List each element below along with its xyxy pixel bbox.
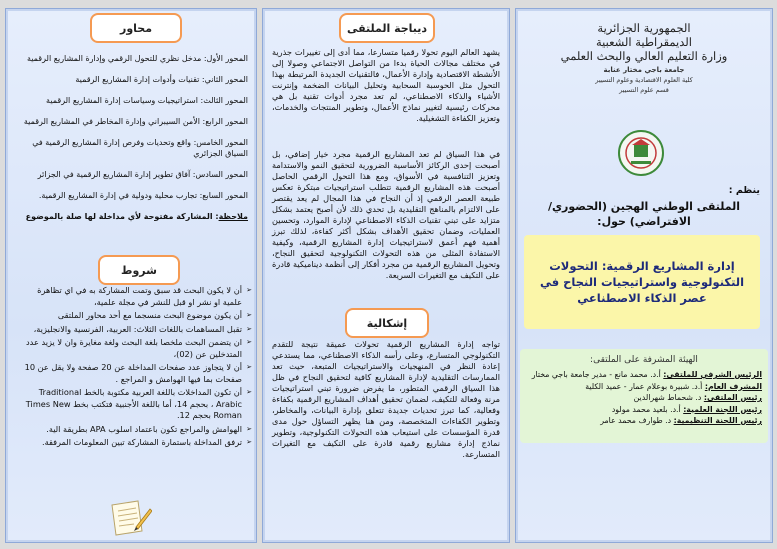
- conference-theme-box: [524, 235, 760, 329]
- conditions-list: [16, 285, 252, 451]
- organizes-label: ينظم :: [728, 185, 760, 196]
- university-name: جامعة باجي مختار عنابة: [603, 66, 685, 74]
- condition-item: ➢ أن لا يتجاوز عدد صفحات المداخلة عن 20 صفحة ولا يقل عن 10 صفحات بما فيها الهوامش و المراجع .: [16, 362, 252, 385]
- axes-header: [90, 13, 182, 43]
- supervising-committee: [520, 349, 768, 443]
- condition-item: ➢ ان يتضمن البحث ملخصا بلغة البحث ولغة مغايرة وان لا يزيد عدد المتدخلين عن (02)،: [16, 337, 252, 360]
- committee-member: رئيس اللجنة العلمية: أ.د. بلعيد محمد مولود: [611, 404, 762, 414]
- preamble-paragraph-2: في هذا السياق لم تعد المشاريع الرقمية مجرد خيار إضافي، بل أصبحت إحدى الركائز الأساسية الضرورية لتحقيق النمو والاستدامة وتعزيز التنافسية في الأسواق، ومع هذا التحول الرقمي الحاصل أصبحت هذه المشاريع الرقمية تتطلب استراتيجيات مبتكرة تعكس طبيعة العصر الرقمي إذ أن النجاح في هذا المجال لم يعد يقتصر على الالتزام بالمناهج التقليدية بل تحدي ذلك لأن أصبح يعتمد بشكل متزايد على تبني تقنيات الذكاء الاصطناعي لإدارة الموارد، وتحسين العمليات، وضمان تحقيق الأهداف بشكل أكثر كفاءة، لذلك تبرز أهمية فهم أعمق لاستراتيجيات إدارة المشاريع الرقمية، وكيفية الاستفادة المثلى من هذه التحولات التكنولوجية لتحقيق النجاح، وتحويل المشاريع الرقمية من مجرد أفكار إلى أنظمة ديناميكية قادرة على التكيف مع التغيرات السريعة.: [272, 149, 500, 280]
- conference-theme: إدارة المشاريع الرقمية: التحولات التكنولوجية واستراتيجيات النجاح في عصر الذكاء الاصطناعي: [539, 259, 745, 305]
- conference-title: الملتقى الوطني الهجين (الحضوري/الافتراضي) حول:: [547, 200, 741, 228]
- ministry-name: وزارة التعليم العالي والبحث العلمي: [560, 49, 728, 63]
- axis-item-7: المحور السابع: تجارب محلية ودولية في إدارة المشاريع الرقمية.: [38, 191, 248, 200]
- axes-list: [16, 53, 248, 222]
- condition-item: ➢ تقبل المساهمات باللغات الثلاث: العربية، الفرنسية والانجليزية،: [16, 324, 252, 336]
- note-label: ملاحظة: [218, 212, 248, 221]
- condition-item: ➢ أن لا يكون البحث قد سبق وتمت المشاركة به في اي تظاهرة علمية او نشر او قبل للنشر في مجلة علمية،: [16, 285, 252, 308]
- problem-header-label: إشكالية: [366, 316, 408, 330]
- committee-member: المشرف العام: أ.د. شبيرة بوعلام عمار - عميد الكلية: [585, 381, 762, 391]
- government-header: [516, 21, 772, 94]
- condition-item: ➢ الهوامش والمراجع تكون باعتماد اسلوب APA بطريقة الية.: [16, 424, 252, 436]
- faculty-name: كلية العلوم الاقتصادية وعلوم التسيير: [595, 76, 693, 84]
- preamble-header-label: ديباجة الملتقى: [346, 21, 428, 35]
- axes-conditions-panel: [5, 8, 257, 543]
- committee-member: رئيس الملتقى: د. شحماط شهرالدين: [633, 393, 762, 402]
- problem-paragraph: تواجه إدارة المشاريع الرقمية تحولات عميقة نتيجة للتقدم التكنولوجي المتسارع، وعلى رأسه الذكاء الاصطناعي، مما يستدعي إعادة النظر في المنهجيات والاستراتيجيات المتبعة، حيث تعد الممارسات التقليدية لإدارة المشاريع كافية لتحقيق النجاح في ظل هذا السياق الرقمي المتطور، ما يفرض ضرورة تبني استراتيجيات مرنة وفعالة للتكيف، لضمان تحقيق أهداف المشاريع الرقمية بكفاءة وفعالية، كما تبرز تحديات جديدة تتعلق بإدارة البيانات، والمخاطر، وتطوير الكفاءات المتخصصة، ومن هنا يظهر التساؤل حول مدى قدرة المؤسسات على استيعاب هذه التحولات التكنولوجية، وتطوير نماذج إدارة مشاريع رقمية قادرة على التكيف مع التغيرات المتسارعة.: [272, 339, 500, 459]
- problem-header: [345, 308, 429, 338]
- committee-title: الهيئة المشرفة على الملتقى:: [590, 355, 698, 365]
- axes-header-label: محاور: [119, 21, 153, 35]
- axis-item-2: المحور الثاني: تقنيات وأدوات إدارة المشاريع الرقمية: [75, 75, 248, 84]
- department-name: قسم علوم التسيير: [619, 86, 669, 94]
- preamble-paragraph-1: يشهد العالم اليوم تحولا رقميا متسارعا، مما أدى إلى تغييرات جذرية في مختلف مجالات الحياة بدءا من التواصل الاجتماعي وصولا إلى الأنشطة الاقتصادية وإدارة الأعمال، فالتقنيات الجديدة المرتبطة بهذا التحول مثل الحوسبة السحابية وتحليل البيانات الضخمة وإنترنت الأشياء والذكاء الاصطناعي، لم تعد مجرد أدوات تقنية بل هي محركات رئيسية لتغيير نماذج الأعمال، وتطوير المنتجات والخدمات، وتعزيز الكفاءة التشغيلية.: [272, 47, 500, 123]
- axis-item-5: المحور الخامس: واقع وتحديات وفرص إدارة المشاريع الرقمية في السياق الجزائري: [32, 138, 248, 158]
- axis-item-3: المحور الثالث: استراتيجيات وسياسات إدارة المشاريع الرقمية: [46, 96, 248, 105]
- axis-item-4: المحور الرابع: الأمن السيبراني وإدارة المخاطر في المشاريع الرقمية: [23, 117, 248, 126]
- committee-member: رئيس اللجنة التنظيمية: د. طوارف محمد عامر: [600, 416, 762, 425]
- condition-item: ➢ ترفق المداخلة باستمارة المشاركة تبين المعلومات المرفقة.: [16, 437, 252, 449]
- committee-list: [526, 369, 762, 427]
- axis-item-1: المحور الأول: مدخل نظري للتحول الرقمي وإدارة المشاريع الرقمية: [26, 54, 248, 63]
- axes-note: [16, 211, 248, 222]
- preamble-header: [339, 13, 435, 43]
- condition-item: ➢ أن يكون موضوع البحث منسجما مع أحد محاور الملتقى: [16, 310, 252, 322]
- conditions-header-label: شروط: [121, 263, 157, 277]
- gov-line-1: الجمهورية الجزائرية: [597, 21, 691, 35]
- preamble-panel: [262, 8, 510, 543]
- conditions-header: [98, 255, 180, 285]
- cover-panel: [515, 8, 773, 543]
- condition-item: ➢ أن تكون المداخلات باللغة العربية مكتوبة بالخط Traditional Arabic ، بحجم 14، أما باللغة الأجنبية فتكتب بخط Times New Roman بحجم 12.: [16, 387, 252, 422]
- university-logo-icon: [612, 127, 670, 179]
- committee-member: الرئيس الشرفي للملتقى: أ.د. محمد مانع - مدير جامعة باجي مختار: [531, 370, 762, 379]
- gov-line-2: الديمقراطية الشعبية: [596, 35, 692, 49]
- axis-item-6: المحور السادس: آفاق تطوير إدارة المشاريع الرقمية في الجزائر: [37, 170, 248, 179]
- note-text: : المشاركة مفتوحة لأي مداخلة لها صلة بالموضوع: [25, 212, 219, 221]
- document-pencil-icon: [106, 497, 152, 537]
